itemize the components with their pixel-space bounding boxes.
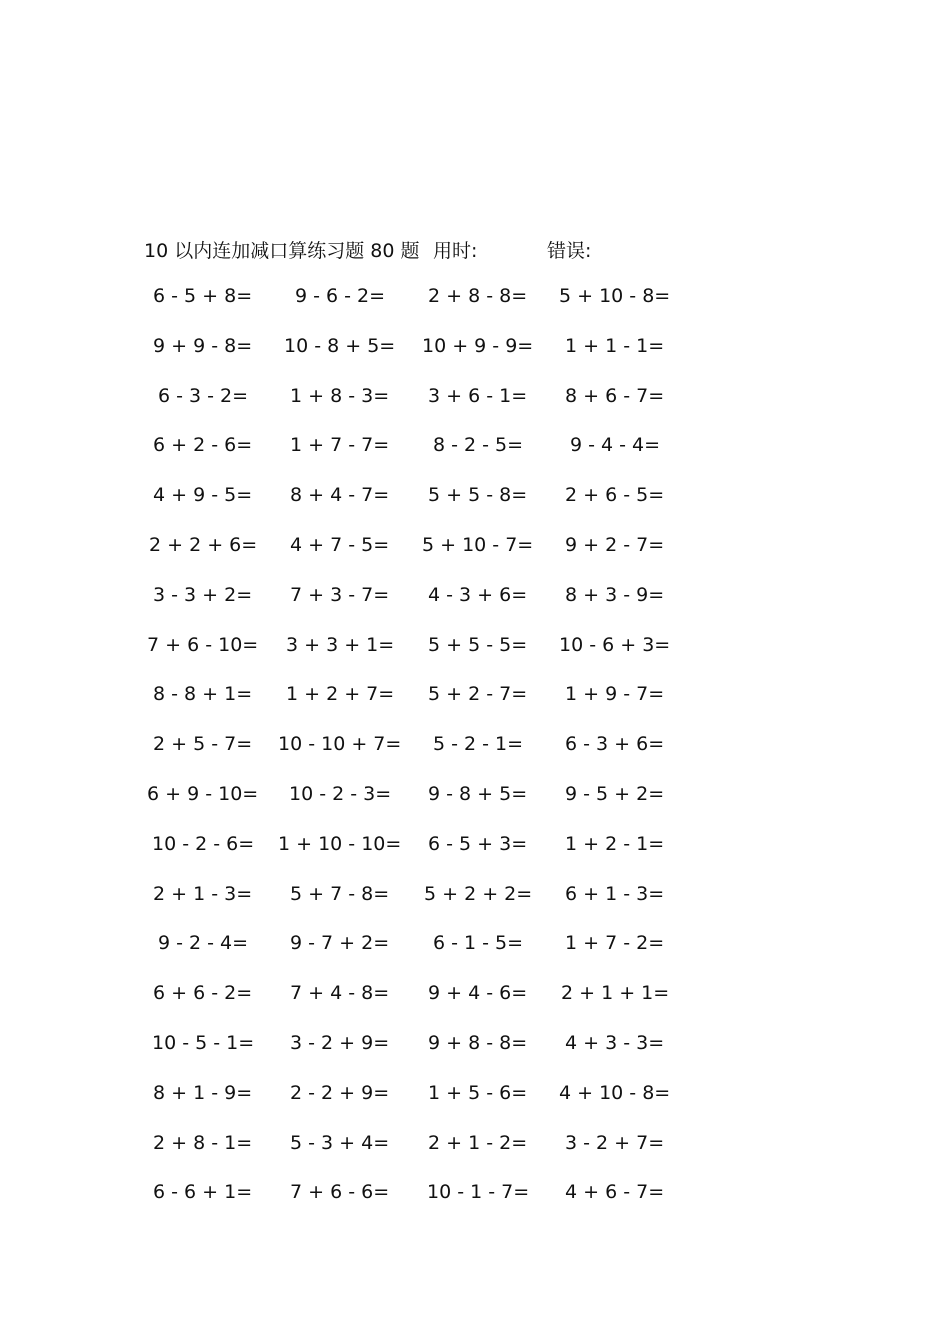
arithmetic-problem: 4 + 9 - 5=: [153, 484, 253, 507]
problem-row: [0, 833, 950, 863]
problem-row: [0, 733, 950, 763]
arithmetic-problem: 8 + 4 - 7=: [290, 484, 390, 507]
arithmetic-problem: 1 + 2 - 1=: [565, 832, 665, 855]
arithmetic-problem: 6 - 5 + 3=: [428, 832, 528, 855]
arithmetic-problem: 1 + 7 - 7=: [290, 434, 390, 457]
arithmetic-problem: 3 + 6 - 1=: [428, 384, 528, 407]
arithmetic-problem: 2 + 8 - 8=: [428, 285, 528, 307]
problem-row: [0, 1132, 950, 1162]
arithmetic-problem: 3 - 3 + 2=: [153, 583, 253, 606]
problem-row: [0, 335, 950, 365]
arithmetic-problem: 6 - 5 + 8=: [153, 285, 253, 307]
arithmetic-problem: 9 + 9 - 8=: [153, 334, 253, 357]
worksheet-title: 10 以内连加减口算练习题 80 题: [144, 240, 420, 262]
problem-row: [0, 484, 950, 514]
arithmetic-problem: 3 - 2 + 9=: [290, 1032, 390, 1054]
arithmetic-problem: 9 - 4 - 4=: [570, 434, 661, 457]
arithmetic-problem: 8 - 8 + 1=: [153, 683, 253, 706]
problem-row: [0, 434, 950, 464]
arithmetic-problem: 1 + 10 - 10=: [278, 832, 402, 855]
arithmetic-problem: 6 + 2 - 6=: [153, 434, 253, 457]
arithmetic-problem: 1 + 1 - 1=: [565, 334, 665, 357]
problem-row: [0, 982, 950, 1012]
arithmetic-problem: 1 + 7 - 2=: [565, 932, 665, 955]
arithmetic-problem: 5 + 10 - 8=: [559, 285, 671, 307]
arithmetic-problem: 6 - 6 + 1=: [153, 1181, 253, 1204]
arithmetic-problem: 10 - 10 + 7=: [278, 733, 402, 756]
arithmetic-problem: 6 + 6 - 2=: [153, 982, 253, 1005]
problem-row: [0, 385, 950, 415]
arithmetic-problem: 5 + 2 + 2=: [424, 882, 533, 905]
arithmetic-problem: 2 + 1 + 1=: [561, 982, 670, 1005]
arithmetic-problem: 9 - 6 - 2=: [295, 285, 386, 307]
arithmetic-problem: 8 + 6 - 7=: [565, 384, 665, 407]
arithmetic-problem: 5 + 7 - 8=: [290, 882, 390, 905]
arithmetic-problem: 1 + 9 - 7=: [565, 683, 665, 706]
arithmetic-problem: 10 + 9 - 9=: [422, 334, 534, 357]
arithmetic-problem: 8 - 2 - 5=: [433, 434, 524, 457]
arithmetic-problem: 5 + 2 - 7=: [428, 683, 528, 706]
problem-row: [0, 932, 950, 962]
arithmetic-problem: 2 + 1 - 3=: [153, 882, 253, 905]
arithmetic-problem: 10 - 2 - 3=: [289, 783, 392, 805]
arithmetic-problem: 6 - 3 - 2=: [158, 384, 249, 407]
arithmetic-problem: 7 + 3 - 7=: [290, 583, 390, 606]
arithmetic-problem: 9 - 8 + 5=: [428, 783, 528, 805]
arithmetic-problem: 9 + 4 - 6=: [428, 982, 528, 1005]
problem-row: [0, 1181, 950, 1211]
arithmetic-problem: 10 - 6 + 3=: [559, 633, 671, 656]
problem-row: [0, 783, 950, 813]
arithmetic-problem: 4 + 10 - 8=: [559, 1081, 671, 1104]
arithmetic-problem: 10 - 5 - 1=: [152, 1032, 255, 1054]
problem-row: [0, 1032, 950, 1062]
arithmetic-problem: 9 + 8 - 8=: [428, 1032, 528, 1054]
arithmetic-problem: 6 - 3 + 6=: [565, 733, 665, 756]
problem-row: [0, 634, 950, 664]
problem-row: [0, 584, 950, 614]
arithmetic-problem: 2 + 1 - 2=: [428, 1131, 528, 1154]
arithmetic-problem: 6 - 1 - 5=: [433, 932, 524, 955]
arithmetic-problem: 1 + 2 + 7=: [286, 683, 395, 706]
arithmetic-problem: 4 + 3 - 3=: [565, 1032, 665, 1054]
arithmetic-problem: 9 + 2 - 7=: [565, 534, 665, 556]
arithmetic-problem: 3 + 3 + 1=: [286, 633, 395, 656]
arithmetic-problem: 6 + 1 - 3=: [565, 882, 665, 905]
arithmetic-problem: 3 - 2 + 7=: [565, 1131, 665, 1154]
arithmetic-problem: 4 - 3 + 6=: [428, 583, 528, 606]
arithmetic-problem: 2 + 6 - 5=: [565, 484, 665, 507]
arithmetic-problem: 4 + 7 - 5=: [290, 534, 390, 556]
problem-row: [0, 534, 950, 564]
arithmetic-problem: 4 + 6 - 7=: [565, 1181, 665, 1204]
arithmetic-problem: 9 - 5 + 2=: [565, 783, 665, 805]
arithmetic-problem: 7 + 6 - 10=: [147, 633, 259, 656]
errors-label: 错误:: [547, 240, 592, 262]
arithmetic-problem: 8 + 1 - 9=: [153, 1081, 253, 1104]
arithmetic-problem: 2 + 2 + 6=: [149, 534, 258, 556]
arithmetic-problem: 5 - 2 - 1=: [433, 733, 524, 756]
arithmetic-problem: 9 - 2 - 4=: [158, 932, 249, 955]
arithmetic-problem: 2 - 2 + 9=: [290, 1081, 390, 1104]
arithmetic-problem: 5 + 10 - 7=: [422, 534, 534, 556]
problem-row: [0, 883, 950, 913]
arithmetic-problem: 10 - 1 - 7=: [427, 1181, 530, 1204]
arithmetic-problem: 6 + 9 - 10=: [147, 783, 259, 805]
arithmetic-problem: 9 - 7 + 2=: [290, 932, 390, 955]
arithmetic-problem: 1 + 8 - 3=: [290, 384, 390, 407]
problem-row: [0, 683, 950, 713]
arithmetic-problem: 1 + 5 - 6=: [428, 1081, 528, 1104]
arithmetic-problem: 7 + 6 - 6=: [290, 1181, 390, 1204]
worksheet-header: [144, 236, 844, 264]
arithmetic-problem: 10 - 8 + 5=: [284, 334, 396, 357]
arithmetic-problem: 2 + 5 - 7=: [153, 733, 253, 756]
arithmetic-problem: 7 + 4 - 8=: [290, 982, 390, 1005]
time-used-label: 用时:: [433, 240, 478, 262]
arithmetic-problem: 8 + 3 - 9=: [565, 583, 665, 606]
arithmetic-problem: 5 + 5 - 5=: [428, 633, 528, 656]
arithmetic-problem: 10 - 2 - 6=: [152, 832, 255, 855]
arithmetic-problem: 2 + 8 - 1=: [153, 1131, 253, 1154]
arithmetic-problem: 5 + 5 - 8=: [428, 484, 528, 507]
problem-row: [0, 1082, 950, 1112]
problem-row: [0, 285, 950, 315]
arithmetic-problem: 5 - 3 + 4=: [290, 1131, 390, 1154]
